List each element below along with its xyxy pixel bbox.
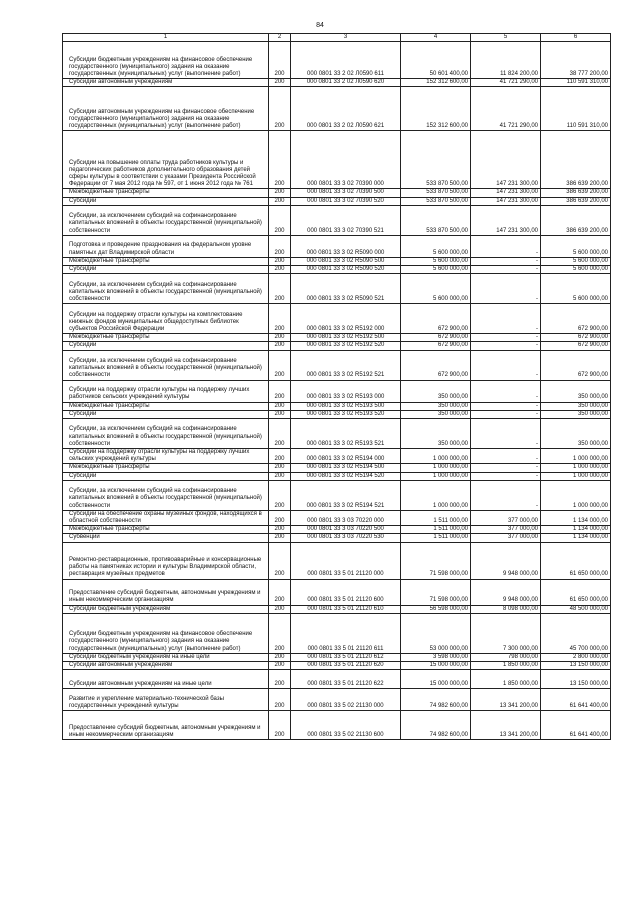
row-amount-remaining-cell: 350 000,00 <box>541 419 611 449</box>
row-name-cell: Субсидии, за исключением субсидий на софинансирование капитальных вложений в объекты государственной (муниципальной) собственности <box>63 480 269 510</box>
row-name-cell: Субсидии <box>63 410 269 418</box>
table-row <box>63 472 611 480</box>
row-amount-total-cell: 56 598 000,00 <box>401 605 471 613</box>
row-amount-total-cell: 533 870 500,00 <box>401 189 471 197</box>
row-amount-remaining-cell: 61 641 400,00 <box>541 689 611 711</box>
row-code-cell: 200 <box>269 711 291 740</box>
row-name-cell: Предоставление субсидий бюджетным, автономным учреждениям и иным некоммерческим организациям <box>63 711 269 740</box>
row-amount-remaining-cell: 61 641 400,00 <box>541 711 611 740</box>
row-kbk-cell: 000 0801 33 5 01 21120 600 <box>291 579 401 605</box>
table-row <box>63 464 611 472</box>
table-row <box>63 380 611 402</box>
row-name-cell: Субсидии, за исключением субсидий на софинансирование капитальных вложений в объекты государственной (муниципальной) собственности <box>63 419 269 449</box>
row-amount-total-cell: 15 000 000,00 <box>401 662 471 670</box>
row-amount-q1-cell: - <box>471 419 541 449</box>
row-name-cell: Субсидии на поддержку отрасли культуры на поддержку лучших работников сельских учреждений культуры <box>63 380 269 402</box>
row-amount-total-cell: 71 598 000,00 <box>401 579 471 605</box>
row-amount-q1-cell: - <box>471 410 541 418</box>
row-amount-q1-cell: - <box>471 334 541 342</box>
row-amount-q1-cell: - <box>471 464 541 472</box>
row-amount-remaining-cell: 386 639 200,00 <box>541 189 611 197</box>
row-name-cell: Межбюджетные трансферты <box>63 464 269 472</box>
table-row <box>63 449 611 464</box>
row-code-cell: 200 <box>269 526 291 534</box>
row-code-cell: 200 <box>269 189 291 197</box>
table-row <box>63 534 611 542</box>
row-amount-remaining-cell: 672 900,00 <box>541 350 611 380</box>
row-name-cell: Развитие и укрепление материально-технической базы государственных учреждений культуры <box>63 689 269 711</box>
row-amount-remaining-cell: 13 150 000,00 <box>541 670 611 689</box>
table-row <box>63 42 611 79</box>
row-kbk-cell: 000 0801 33 3 03 70220 000 <box>291 510 401 525</box>
table-row <box>63 131 611 189</box>
row-amount-total-cell: 350 000,00 <box>401 419 471 449</box>
row-kbk-cell: 000 0801 33 3 02 R5192 520 <box>291 342 401 350</box>
row-amount-total-cell: 71 598 000,00 <box>401 542 471 579</box>
row-code-cell: 200 <box>269 472 291 480</box>
row-amount-total-cell: 350 000,00 <box>401 402 471 410</box>
row-amount-q1-cell: 147 231 300,00 <box>471 189 541 197</box>
row-name-cell: Субсидии, за исключением субсидий на софинансирование капитальных вложений в объекты государственной (муниципальной) собственности <box>63 350 269 380</box>
table-row <box>63 480 611 510</box>
row-amount-q1-cell: - <box>471 266 541 274</box>
row-amount-q1-cell: 13 341 200,00 <box>471 689 541 711</box>
row-name-cell: Субсидии <box>63 266 269 274</box>
row-name-cell: Субсидии на поддержку отрасли культуры на комплектование книжных фондов муниципальных общедоступных библиотек субъектов Российской Федерации <box>63 304 269 334</box>
table-row <box>63 235 611 257</box>
row-name-cell: Субсидии бюджетным учреждениям на финансовое обеспечение государственного (муниципального) задания на оказание государственных (муниципальных) услуг (выполнение работ) <box>63 42 269 79</box>
row-amount-q1-cell: - <box>471 350 541 380</box>
row-amount-remaining-cell: 1 134 000,00 <box>541 510 611 525</box>
row-kbk-cell: 000 0801 33 3 02 R5193 000 <box>291 380 401 402</box>
row-name-cell: Подготовка и проведение празднования на федеральном уровне памятных дат Владимирской области <box>63 235 269 257</box>
row-name-cell: Межбюджетные трансферты <box>63 526 269 534</box>
row-amount-total-cell: 53 000 000,00 <box>401 613 471 653</box>
row-kbk-cell: 000 0801 33 2 02 Л0590 620 <box>291 79 401 87</box>
table-row <box>63 334 611 342</box>
table-row <box>63 304 611 334</box>
row-code-cell: 200 <box>269 579 291 605</box>
row-amount-remaining-cell: 672 900,00 <box>541 304 611 334</box>
row-code-cell: 200 <box>269 510 291 525</box>
row-amount-remaining-cell: 110 591 310,00 <box>541 79 611 87</box>
row-kbk-cell: 000 0801 33 3 02 70390 500 <box>291 189 401 197</box>
row-name-cell: Субсидии, за исключением субсидий на софинансирование капитальных вложений в объекты государственной (муниципальной) собственности <box>63 274 269 304</box>
row-amount-remaining-cell: 1 000 000,00 <box>541 449 611 464</box>
row-kbk-cell: 000 0801 33 3 02 R5090 520 <box>291 266 401 274</box>
row-kbk-cell: 000 0801 33 3 02 R5192 521 <box>291 350 401 380</box>
row-amount-q1-cell: - <box>471 235 541 257</box>
row-code-cell: 200 <box>269 197 291 205</box>
row-amount-total-cell: 5 600 000,00 <box>401 274 471 304</box>
row-code-cell: 200 <box>269 235 291 257</box>
page-number: 84 <box>316 22 324 29</box>
row-kbk-cell: 000 0801 33 5 01 21120 610 <box>291 605 401 613</box>
row-name-cell: Субсидии на поддержку отрасли культуры на поддержку лучших сельских учреждений культуры <box>63 449 269 464</box>
table-row <box>63 526 611 534</box>
header-col-4: 4 <box>401 34 471 42</box>
row-amount-remaining-cell: 38 777 200,00 <box>541 42 611 79</box>
row-kbk-cell: 000 0801 33 3 02 R5194 520 <box>291 472 401 480</box>
header-col-1: 1 <box>63 34 269 42</box>
row-amount-remaining-cell: 48 500 000,00 <box>541 605 611 613</box>
row-amount-q1-cell: - <box>471 274 541 304</box>
row-code-cell: 200 <box>269 342 291 350</box>
row-amount-remaining-cell: 5 600 000,00 <box>541 257 611 265</box>
row-amount-remaining-cell: 386 639 200,00 <box>541 131 611 189</box>
row-amount-total-cell: 15 000 000,00 <box>401 670 471 689</box>
row-amount-q1-cell: 41 721 290,00 <box>471 87 541 131</box>
row-amount-q1-cell: 377 000,00 <box>471 534 541 542</box>
row-kbk-cell: 000 0801 33 5 01 21120 000 <box>291 542 401 579</box>
row-amount-total-cell: 5 600 000,00 <box>401 235 471 257</box>
row-code-cell: 200 <box>269 79 291 87</box>
row-amount-total-cell: 350 000,00 <box>401 380 471 402</box>
row-name-cell: Предоставление субсидий бюджетным, автономным учреждениям и иным некоммерческим организациям <box>63 579 269 605</box>
row-name-cell: Субсидии <box>63 342 269 350</box>
table-row <box>63 342 611 350</box>
row-code-cell: 200 <box>269 534 291 542</box>
row-amount-q1-cell: 377 000,00 <box>471 526 541 534</box>
row-amount-remaining-cell: 1 000 000,00 <box>541 472 611 480</box>
row-kbk-cell: 000 0801 33 5 02 21130 600 <box>291 711 401 740</box>
row-amount-total-cell: 3 598 000,00 <box>401 653 471 661</box>
table-row <box>63 402 611 410</box>
row-amount-q1-cell: 9 948 000,00 <box>471 542 541 579</box>
row-name-cell: Межбюджетные трансферты <box>63 334 269 342</box>
row-code-cell: 200 <box>269 257 291 265</box>
row-code-cell: 200 <box>269 350 291 380</box>
row-name-cell: Субсидии автономным учреждениям <box>63 662 269 670</box>
row-kbk-cell: 000 0801 33 3 02 70390 520 <box>291 197 401 205</box>
row-code-cell: 200 <box>269 480 291 510</box>
row-amount-q1-cell: 8 098 000,00 <box>471 605 541 613</box>
row-code-cell: 200 <box>269 205 291 235</box>
row-amount-q1-cell: 9 948 000,00 <box>471 579 541 605</box>
row-name-cell: Субсидии на обеспечение охраны музейных фондов, находящихся в областной собственности <box>63 510 269 525</box>
header-col-2: 2 <box>269 34 291 42</box>
row-name-cell: Межбюджетные трансферты <box>63 402 269 410</box>
row-name-cell: Субсидии бюджетным учреждениям <box>63 605 269 613</box>
row-amount-q1-cell: 147 231 300,00 <box>471 131 541 189</box>
row-name-cell: Субсидии <box>63 197 269 205</box>
table-row <box>63 605 611 613</box>
header-col-3: 3 <box>291 34 401 42</box>
row-kbk-cell: 000 0801 33 3 03 70220 530 <box>291 534 401 542</box>
row-code-cell: 200 <box>269 410 291 418</box>
row-amount-q1-cell: - <box>471 472 541 480</box>
row-code-cell: 200 <box>269 542 291 579</box>
row-amount-total-cell: 50 601 400,00 <box>401 42 471 79</box>
row-amount-q1-cell: - <box>471 342 541 350</box>
table-row <box>63 510 611 525</box>
row-amount-remaining-cell: 61 650 000,00 <box>541 542 611 579</box>
row-amount-total-cell: 152 312 600,00 <box>401 87 471 131</box>
row-code-cell: 200 <box>269 605 291 613</box>
row-amount-total-cell: 1 511 000,00 <box>401 526 471 534</box>
row-kbk-cell: 000 0801 33 5 01 21120 620 <box>291 662 401 670</box>
row-name-cell: Субсидии автономным учреждениям <box>63 79 269 87</box>
row-amount-q1-cell: - <box>471 257 541 265</box>
row-amount-total-cell: 350 000,00 <box>401 410 471 418</box>
table-row <box>63 410 611 418</box>
row-amount-total-cell: 1 511 000,00 <box>401 534 471 542</box>
row-amount-remaining-cell: 672 900,00 <box>541 342 611 350</box>
row-amount-total-cell: 672 900,00 <box>401 342 471 350</box>
row-kbk-cell: 000 0801 33 3 02 R5194 521 <box>291 480 401 510</box>
row-kbk-cell: 000 0801 33 5 02 21130 000 <box>291 689 401 711</box>
row-code-cell: 200 <box>269 653 291 661</box>
table-row <box>63 689 611 711</box>
row-code-cell: 200 <box>269 689 291 711</box>
table-row <box>63 87 611 131</box>
row-amount-total-cell: 5 600 000,00 <box>401 257 471 265</box>
table-row <box>63 542 611 579</box>
row-kbk-cell: 000 0801 33 2 02 Л0590 621 <box>291 87 401 131</box>
row-amount-total-cell: 533 870 500,00 <box>401 205 471 235</box>
row-kbk-cell: 000 0801 33 3 02 R5193 520 <box>291 410 401 418</box>
row-amount-total-cell: 74 982 600,00 <box>401 711 471 740</box>
row-kbk-cell: 000 0801 33 3 02 R5192 000 <box>291 304 401 334</box>
row-name-cell: Межбюджетные трансферты <box>63 257 269 265</box>
row-name-cell: Субсидии бюджетным учреждениям на иные цели <box>63 653 269 661</box>
row-amount-q1-cell: 7 300 000,00 <box>471 613 541 653</box>
row-code-cell: 200 <box>269 380 291 402</box>
row-kbk-cell: 000 0801 33 3 02 R5192 500 <box>291 334 401 342</box>
row-code-cell: 200 <box>269 304 291 334</box>
row-amount-q1-cell: 147 231 300,00 <box>471 197 541 205</box>
row-amount-remaining-cell: 350 000,00 <box>541 402 611 410</box>
table-row <box>63 579 611 605</box>
row-kbk-cell: 000 0801 33 5 01 21120 622 <box>291 670 401 689</box>
row-amount-q1-cell: - <box>471 402 541 410</box>
row-amount-q1-cell: - <box>471 380 541 402</box>
row-name-cell: Ремонтно-реставрационные, противоаварийные и консервационные работы на памятниках истории и культуры Владимирской области, реставрация музейных предметов <box>63 542 269 579</box>
row-kbk-cell: 000 0801 33 3 02 R5090 500 <box>291 257 401 265</box>
row-code-cell: 200 <box>269 402 291 410</box>
row-name-cell: Субсидии автономным учреждениям на иные цели <box>63 670 269 689</box>
row-amount-q1-cell: 1 850 000,00 <box>471 662 541 670</box>
table-body <box>63 42 611 740</box>
row-kbk-cell: 000 0801 33 3 02 70390 521 <box>291 205 401 235</box>
row-kbk-cell: 000 0801 33 5 01 21120 612 <box>291 653 401 661</box>
table-header-row <box>63 34 611 42</box>
row-kbk-cell: 000 0801 33 3 02 70390 000 <box>291 131 401 189</box>
row-amount-total-cell: 672 900,00 <box>401 350 471 380</box>
row-kbk-cell: 000 0801 33 3 02 R5194 000 <box>291 449 401 464</box>
row-amount-q1-cell: 147 231 300,00 <box>471 205 541 235</box>
row-amount-total-cell: 1 000 000,00 <box>401 480 471 510</box>
row-name-cell: Субсидии, за исключением субсидий на софинансирование капитальных вложений в объекты государственной (муниципальной) собственности <box>63 205 269 235</box>
table-row <box>63 257 611 265</box>
row-amount-remaining-cell: 61 650 000,00 <box>541 579 611 605</box>
row-amount-total-cell: 1 000 000,00 <box>401 472 471 480</box>
table-row <box>63 350 611 380</box>
row-code-cell: 200 <box>269 613 291 653</box>
table-row <box>63 653 611 661</box>
row-amount-total-cell: 5 600 000,00 <box>401 266 471 274</box>
row-name-cell: Субсидии бюджетным учреждениям на финансовое обеспечение государственного (муниципального) задания на оказание государственных (муниципальных) услуг (выполнение работ) <box>63 613 269 653</box>
table-row <box>63 662 611 670</box>
row-code-cell: 200 <box>269 449 291 464</box>
row-amount-total-cell: 533 870 500,00 <box>401 197 471 205</box>
row-code-cell: 200 <box>269 670 291 689</box>
row-kbk-cell: 000 0801 33 3 02 R5090 521 <box>291 274 401 304</box>
row-amount-remaining-cell: 672 900,00 <box>541 334 611 342</box>
row-code-cell: 200 <box>269 87 291 131</box>
row-amount-total-cell: 152 312 600,00 <box>401 79 471 87</box>
row-amount-q1-cell: 11 824 200,00 <box>471 42 541 79</box>
row-amount-remaining-cell: 5 600 000,00 <box>541 235 611 257</box>
header-col-5: 5 <box>471 34 541 42</box>
row-kbk-cell: 000 0801 33 2 02 Л0590 611 <box>291 42 401 79</box>
row-amount-remaining-cell: 13 150 000,00 <box>541 662 611 670</box>
table-row <box>63 266 611 274</box>
row-amount-remaining-cell: 1 000 000,00 <box>541 480 611 510</box>
table-row <box>63 79 611 87</box>
row-amount-q1-cell: 377 000,00 <box>471 510 541 525</box>
row-name-cell: Межбюджетные трансферты <box>63 189 269 197</box>
row-code-cell: 200 <box>269 419 291 449</box>
row-amount-remaining-cell: 5 600 000,00 <box>541 274 611 304</box>
table-row <box>63 205 611 235</box>
row-amount-remaining-cell: 45 700 000,00 <box>541 613 611 653</box>
row-code-cell: 200 <box>269 334 291 342</box>
row-name-cell: Субвенции <box>63 534 269 542</box>
row-amount-remaining-cell: 386 639 200,00 <box>541 197 611 205</box>
row-amount-total-cell: 1 511 000,00 <box>401 510 471 525</box>
table-row <box>63 670 611 689</box>
row-amount-remaining-cell: 1 134 000,00 <box>541 534 611 542</box>
row-amount-remaining-cell: 386 639 200,00 <box>541 205 611 235</box>
row-amount-q1-cell: - <box>471 480 541 510</box>
row-amount-q1-cell: - <box>471 304 541 334</box>
row-amount-total-cell: 1 000 000,00 <box>401 449 471 464</box>
row-amount-remaining-cell: 2 800 000,00 <box>541 653 611 661</box>
row-amount-total-cell: 1 000 000,00 <box>401 464 471 472</box>
row-amount-q1-cell: 41 721 290,00 <box>471 79 541 87</box>
row-amount-remaining-cell: 1 134 000,00 <box>541 526 611 534</box>
row-amount-total-cell: 74 982 600,00 <box>401 689 471 711</box>
row-kbk-cell: 000 0801 33 3 03 70220 500 <box>291 526 401 534</box>
row-kbk-cell: 000 0801 33 5 01 21120 611 <box>291 613 401 653</box>
row-amount-remaining-cell: 1 000 000,00 <box>541 464 611 472</box>
row-kbk-cell: 000 0801 33 3 02 R5090 000 <box>291 235 401 257</box>
table-row <box>63 711 611 740</box>
table-row <box>63 274 611 304</box>
row-amount-q1-cell: - <box>471 449 541 464</box>
row-name-cell: Субсидии <box>63 472 269 480</box>
row-kbk-cell: 000 0801 33 3 02 R5193 500 <box>291 402 401 410</box>
row-amount-remaining-cell: 5 600 000,00 <box>541 266 611 274</box>
row-amount-remaining-cell: 350 000,00 <box>541 380 611 402</box>
row-amount-total-cell: 533 870 500,00 <box>401 131 471 189</box>
row-code-cell: 200 <box>269 42 291 79</box>
row-kbk-cell: 000 0801 33 3 02 R5194 500 <box>291 464 401 472</box>
row-amount-total-cell: 672 900,00 <box>401 304 471 334</box>
row-kbk-cell: 000 0801 33 3 02 R5193 521 <box>291 419 401 449</box>
table-row <box>63 197 611 205</box>
table-row <box>63 419 611 449</box>
row-name-cell: Субсидии автономным учреждениям на финансовое обеспечение государственного (муниципального) задания на оказание государственных (муниципальных) услуг (выполнение работ) <box>63 87 269 131</box>
table-row <box>63 613 611 653</box>
row-code-cell: 200 <box>269 464 291 472</box>
header-col-6: 6 <box>541 34 611 42</box>
row-amount-q1-cell: 13 341 200,00 <box>471 711 541 740</box>
row-code-cell: 200 <box>269 662 291 670</box>
row-amount-q1-cell: 1 850 000,00 <box>471 670 541 689</box>
row-name-cell: Субсидии на повышение оплаты труда работников культуры и педагогических работников дополнительного образования детей сферы культуры в соответствии с указами Президента Российской Федерации от 7 мая 2012 года № 597, от 1 июня 2012 года № 761 <box>63 131 269 189</box>
row-amount-total-cell: 672 900,00 <box>401 334 471 342</box>
budget-table <box>62 33 611 740</box>
row-code-cell: 200 <box>269 266 291 274</box>
row-amount-remaining-cell: 350 000,00 <box>541 410 611 418</box>
row-amount-q1-cell: 798 000,00 <box>471 653 541 661</box>
table-row <box>63 189 611 197</box>
row-amount-remaining-cell: 110 591 310,00 <box>541 87 611 131</box>
row-code-cell: 200 <box>269 131 291 189</box>
row-code-cell: 200 <box>269 274 291 304</box>
